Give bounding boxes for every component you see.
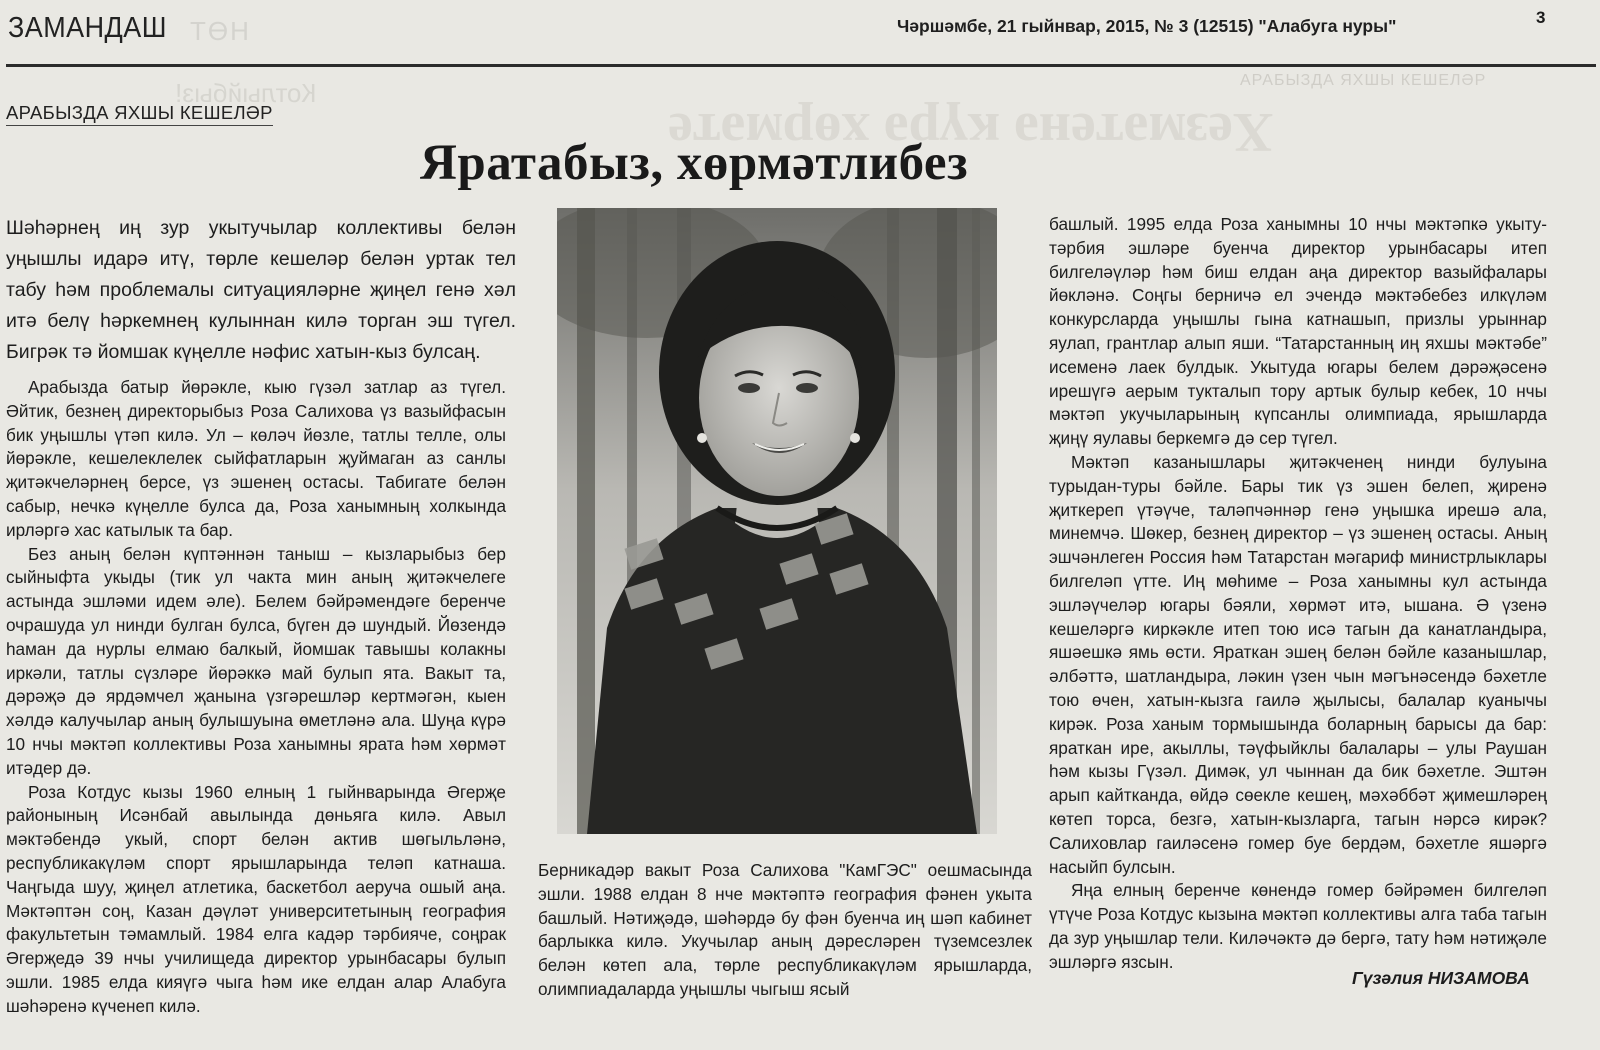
ghost-title: ТӨН (190, 16, 251, 46)
lead-paragraph: Шәһәрнең иң зур укытучылар коллективы белән уңышлы идарә итү, төрле кешеләр белән уртак тел табу һәм проблемалы ситуацияләрне җиңел генә хәл итә белү һәркемнең кулыннан килә торган эш түгел. Бигрәк тә йомшак күңелле нәфис хатын-кыз булсаң. (6, 217, 516, 363)
paragraph: Роза Котдус кызы 1960 елның 1 гыйнварында Әгерҗе районының Исәнбай авылында дөньяга килә. Авыл мәктәбендә укый, спорт белән актив шөгыльләнә, республикакүләм спорт ярышларында теләп катнаша. Чаңгыда шуу, җиңел атлетика, баскетбол аеруча ошый аңа. Мәктәптән соң, Казан дәүләт университетының география факультетын тәмамлый. 1984 елга кадәр тәрбияче, соңрак Әгерҗедә 39 нчы училищеда директор урынбасары булып эшли. 1985 елда кияүгә чыга һәм ике елдан алар Алабуга шәһәренә күченеп килә. (6, 781, 506, 1016)
portrait-photo (557, 208, 997, 834)
ghost-rubric: АРАБЫЗДА ЯХШЫ КЕШЕЛӘР (1240, 72, 1487, 89)
paragraph: башлый. 1995 елда Роза ханымны 10 нчы мәктәпкә укыту-тәрбия эшләре буенча директор урынбасары итеп билгеләүләр һәм биш елдан аңа директор вазыйфалары йөкләнә. Соңгы берничә ел эчендә мәктәбебез илкүләм конкурсларда уңышлы гына катнашып, призлы урыннар яулап, грантлар алып яши. “Татарстанның иң яхшы мәктәбе” исеменә лаек булдык. Укытуда югары белем дәрәҗәсенә ирешүгә аерым тукталып тору артык булыр кебек, 10 нчы мәктәп укучыларының күпсанлы олимпиада, ярышларда җиңү яулавы беркемгә дә сер түгел. (1049, 214, 1547, 449)
article-column-2 (538, 859, 1032, 1002)
ghost-side-text: Котлыйбыз! (175, 78, 317, 108)
paragraph: Арабызда батыр йөрәкле, кыю гүзәл затлар аз түгел. Әйтик, безнең директорыбыз Роза Салихова үз вазыйфасын бик уңышлы үтәп килә. Ул – көләч йөзле, татлы телле, олы йөрәкле, кешелеклелек сыйфатларын җуймаган аз санлы җитәкчеләрнең берсе, үз эшенең остасы. Табигате белән сабыр, нечкә күңелле булса да, Роза ханымның холкында ирләргә хас катылык та бар. (6, 377, 506, 540)
issue-info: Чәршәмбе, 21 гыйнвар, 2015, № 3 (12515) "Алабуга нуры" (897, 16, 1397, 36)
paragraph: Мәктәп казанышлары җитәкченең нинди булуына турыдан-туры бәйле. Бары тик үз эшен белеп, җиренә җиткереп үтәүче, таләпчәннәр генә уңышка ирешә ала, минемчә. Шөкер, безнең директор – үз эшенең остасы. Аның эшчәнлеген Россия һәм Татарстан мәгариф министрлыклары билгеләп үтте. Иң мөһиме – Роза ханымны кул астында эшләүчеләр югары бәяли, хөрмәт итә, ышана. Ә үзенә кешеләргә киркәкле итеп тою исә тагын да канатландыра, яшәешкә ямь өсти. Яраткан эшең белән бәйле казанышлар, әлбәттә, шатландыра, ләкин үзен чын мәгънәсендә бәхетле тою өчен, хатын-кызга гаилә җылысы, балалар куанычы кирәк. Роза ханым тормышында боларның барысы да бар: яраткан ире, акыллы, тәүфыйклы балалары – улы Раушан һәм кызы Гүзәл. Димәк, ул чыннан да бик бәхетле. Эштән арып кайтканда, өйдә сөекле кешең, мәхәббәт җимешләрең көтеп торса, безгә, хатын-кызларга, тагын нәрсә кирәк? Салиховлар гаиләсенә гомер буе бердәм, бәхетле яшәргә насыйп булсын. (1049, 451, 1547, 877)
article-column-3 (1049, 213, 1547, 975)
paragraph: Без аның белән күптәннән таныш – кызларыбыз бер сыйныфта укыды (тик ул чакта мин аның җитәкчелеге астында эшләми идем әле). Белем бәйрәмендәге беренче очрашуда ул нинди булган булса, бүген дә шундый. Йөзендә һаман да нурлы елмаю балкый, йомшак тавышы колакны иркәли, татлы сүзләре йөрәккә май булып ята. Вакыт та, дәрәҗә дә ярдәмчел җанына үзгәрешләр кертмәгән, кыен хәлдә калучылар аның булышуына өметләнә ала. Шуңа күрә 10 нчы мәктәп коллективы Роза ханымны ярата һәм хөрмәт итәдер дә. (6, 543, 506, 778)
headline: Яратабыз, хөрмәтлибез (420, 135, 969, 191)
ghost-headline: Хезмәтенә күрә хөрмәте (668, 101, 1274, 163)
rubric: АРАБЫЗДА ЯХШЫ КЕШЕЛӘР (6, 102, 273, 126)
paragraph: Берникадәр вакыт Роза Салихова "КамГЭС" оешмасында эшли. 1988 елдан 8 нче мәктәптә география фәнен укыта башлый. Нәтиҗәдә, шәһәрдә бу фән буенча иң шәп кабинет барлыкка килә. Укучылар аның дәресләрен түземсезлек белән көтеп ала, төрле республикакүләм ярышларда, олимпиадаларда уңышлы чыгыш ясый (538, 860, 1032, 999)
author-signature: Гүзәлия НИЗАМОВА (1352, 968, 1530, 988)
header-rule (6, 64, 1596, 67)
section-title: ЗАМАНДАШ (8, 12, 167, 44)
paragraph: Яңа елның беренче көнендә гомер бәйрәмен билгеләп үтүче Роза Котдус кызына мәктәп коллективы алга таба тагын да зур уңышлар тели. Киләчәктә дә бергә, тату һәм нәтиҗәле эшләргә язсын. (1049, 880, 1547, 972)
article-column-1 (6, 376, 506, 1019)
page-number: 3 (1536, 8, 1546, 27)
